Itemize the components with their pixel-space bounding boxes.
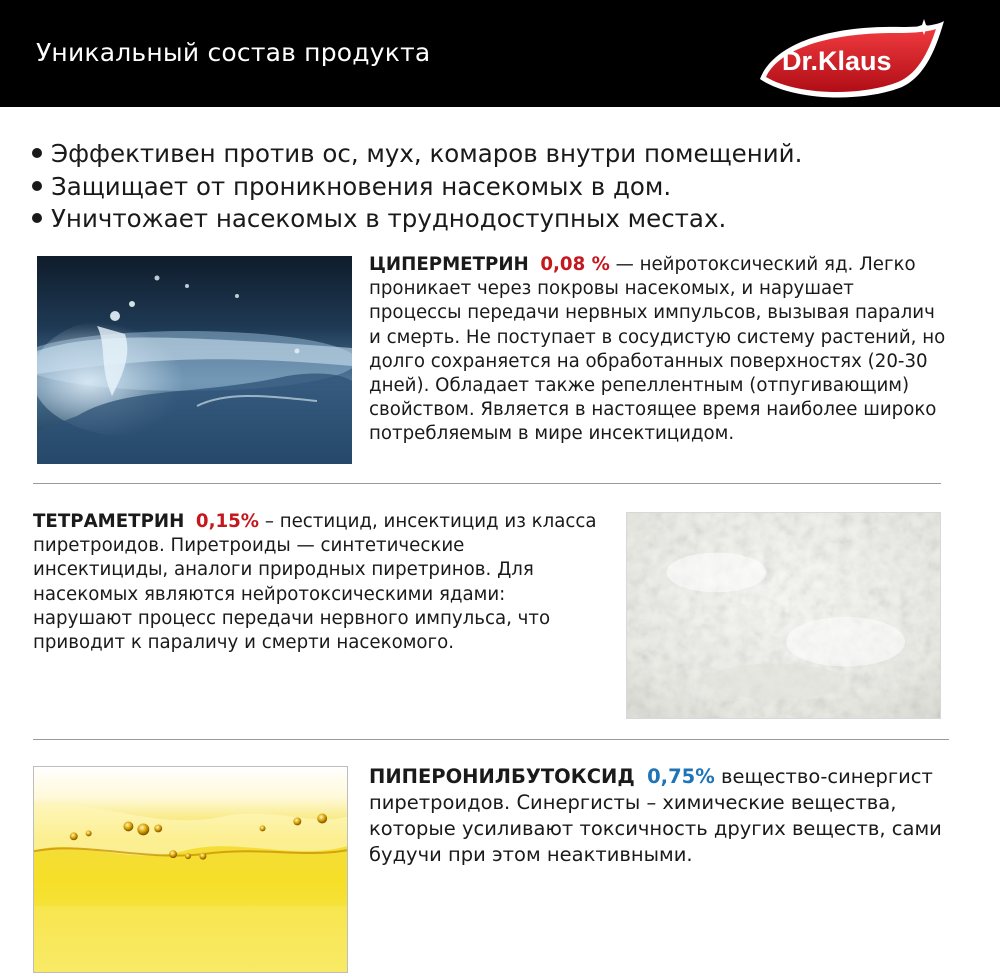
bullet-icon [32, 148, 42, 158]
ingredient-tetramethrin: ТЕТРАМЕТРИН 0,15% – пестицид, инсектицид из класса пиретроидов. Пиретроиды — синтетические инсектициды, аналоги природных пиретринов. Для насекомых являются нейротоксическими ядами: нарушают процесс передачи нервного импульса, что приводит к параличу и смерти насекомого. [33, 511, 597, 654]
yellow-oil-photo [33, 766, 348, 973]
benefit-item: Защищает от проникновения насекомых в дом. [32, 171, 802, 204]
ingredient-name: ТЕТРАМЕТРИН [33, 511, 185, 532]
benefit-item: Уничтожает насекомых в труднодоступных местах. [32, 203, 802, 236]
white-powder-photo [626, 512, 941, 719]
header-bar [0, 0, 1000, 107]
ingredient-piperonyl-butoxide: ПИПЕРОНИЛБУТОКСИД 0,75% вещество-синергист пиретроидов. Синергисты – химические вещества, которые усиливают токсичность других веществ, сами будучи при этом неактивными. [369, 765, 942, 866]
bullet-icon [32, 181, 42, 191]
dr-klaus-logo [752, 17, 948, 107]
ingredient-name: ЦИПЕРМЕТРИН [369, 254, 529, 275]
ingredient-percent: 0,75% [647, 765, 715, 788]
page-title: Уникальный состав продукта [36, 38, 431, 67]
benefit-item: Эффективен против ос, мух, комаров внутри помещений. [32, 138, 802, 171]
svg-text:Dr.Klaus: Dr.Klaus [782, 46, 892, 76]
ingredient-percent: 0,08 % [540, 254, 610, 275]
bullet-icon [32, 213, 42, 223]
ingredient-percent: 0,15% [195, 511, 260, 532]
section-divider [33, 739, 949, 740]
ingredient-cypermethrin: ЦИПЕРМЕТРИН 0,08 % — нейротоксический яд. Легко проникает через покровы насекомых, и нарушает процессы передачи нервных импульсов, вызывая паралич и смерть. Не поступает в сосудистую систему растений, но долго сохраняется на обработанных поверхностях (20-30 дней). Обладает также репеллентным (отпугивающим) свойством. Является в настоящее время наиболее широко потребляемым в мире инсектицидом. [369, 254, 946, 445]
benefits-list [32, 138, 802, 236]
section-divider [33, 483, 941, 484]
water-splash-photo [37, 256, 352, 464]
ingredient-name: ПИПЕРОНИЛБУТОКСИД [369, 765, 635, 788]
